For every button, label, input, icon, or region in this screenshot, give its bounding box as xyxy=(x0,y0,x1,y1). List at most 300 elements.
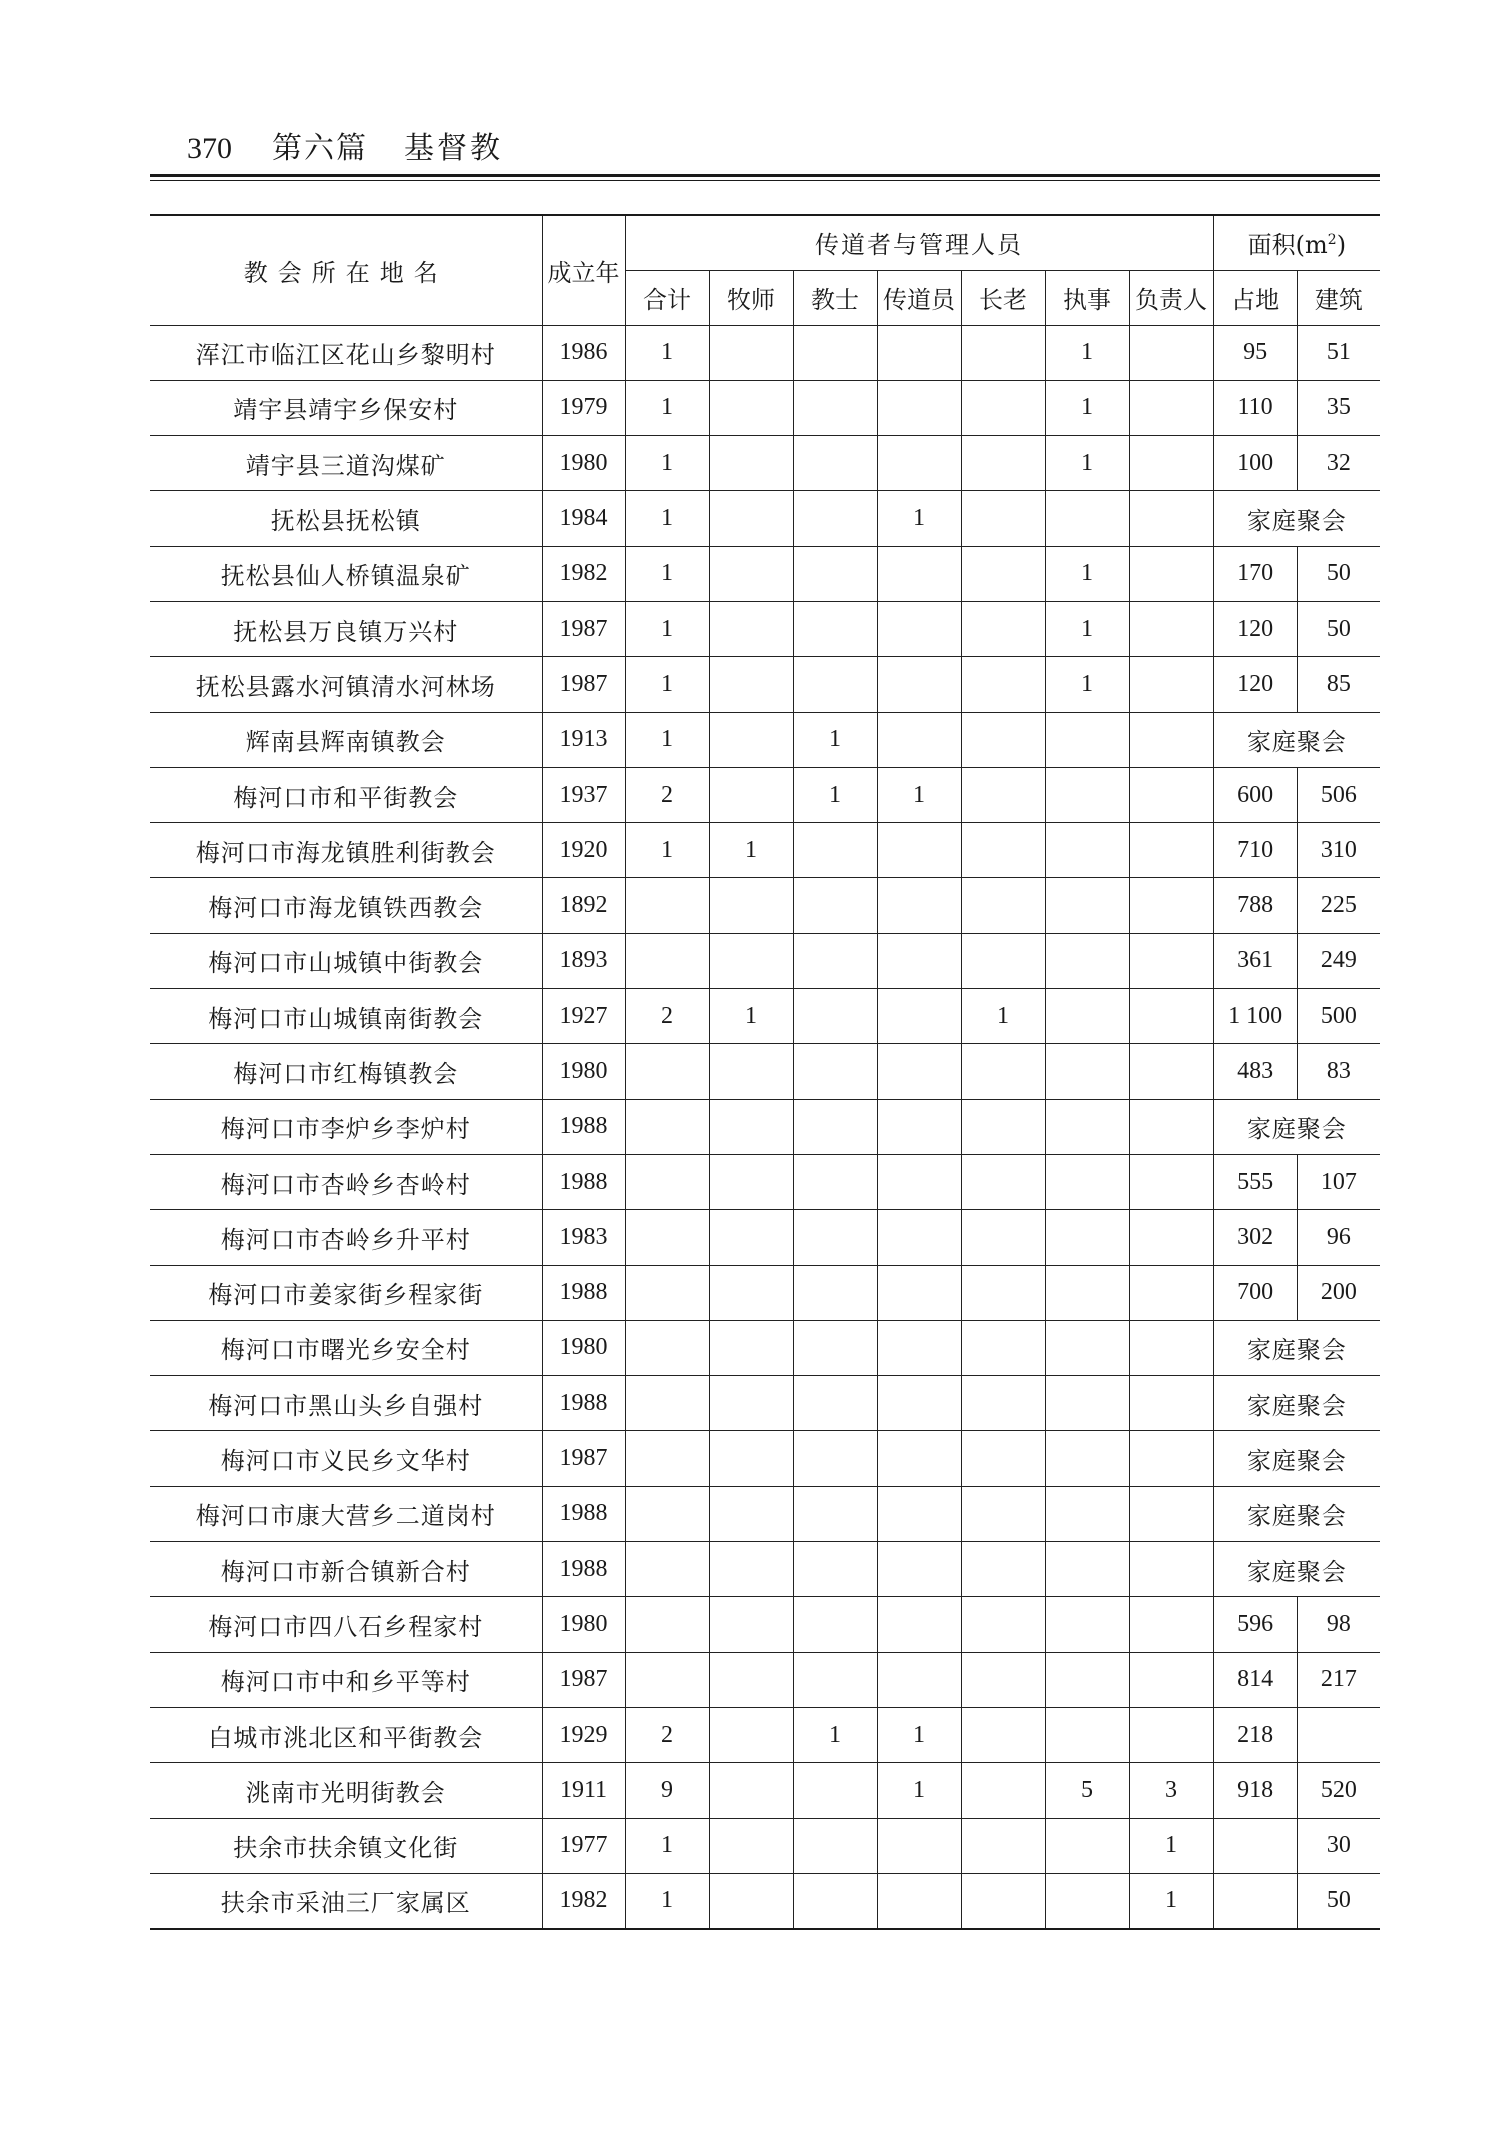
cell-elder xyxy=(961,657,1045,712)
cell-year: 1913 xyxy=(542,712,625,767)
cell-pastor xyxy=(709,1320,793,1375)
cell-evangelist xyxy=(877,712,961,767)
cell-elder xyxy=(961,878,1045,933)
cell-pastor xyxy=(709,1154,793,1209)
cell-leader xyxy=(1129,1154,1213,1209)
cell-location: 梅河口市新合镇新合村 xyxy=(150,1542,542,1597)
cell-year: 1988 xyxy=(542,1376,625,1431)
cell-leader xyxy=(1129,878,1213,933)
cell-pastor xyxy=(709,1099,793,1154)
cell-pastor xyxy=(709,1376,793,1431)
cell-pastor xyxy=(709,1431,793,1486)
cell-elder xyxy=(961,1707,1045,1762)
cell-total xyxy=(625,1376,709,1431)
cell-year: 1937 xyxy=(542,767,625,822)
cell-evangelist xyxy=(877,1873,961,1928)
cell-total: 2 xyxy=(625,989,709,1044)
cell-deacon xyxy=(1045,933,1129,988)
cell-land: 100 xyxy=(1213,436,1297,491)
cell-pastor xyxy=(709,380,793,435)
cell-elder xyxy=(961,1099,1045,1154)
cell-total xyxy=(625,1265,709,1320)
cell-building: 83 xyxy=(1297,1044,1380,1099)
cell-building: 50 xyxy=(1297,546,1380,601)
header-evangelist: 传道员 xyxy=(877,270,961,325)
table-row xyxy=(150,1154,1380,1209)
cell-pastor xyxy=(709,767,793,822)
table-header xyxy=(150,215,1380,325)
cell-building: 85 xyxy=(1297,657,1380,712)
header-location: 教会所在地名 xyxy=(150,215,542,325)
cell-elder xyxy=(961,823,1045,878)
cell-land: 700 xyxy=(1213,1265,1297,1320)
header-year: 成立年 xyxy=(542,215,625,325)
cell-teacher xyxy=(793,491,877,546)
cell-location: 靖宇县靖宇乡保安村 xyxy=(150,380,542,435)
cell-location: 扶余市采油三厂家属区 xyxy=(150,1873,542,1928)
cell-teacher xyxy=(793,1154,877,1209)
cell-teacher xyxy=(793,1210,877,1265)
cell-location: 梅河口市杏岭乡杏岭村 xyxy=(150,1154,542,1209)
cell-leader xyxy=(1129,1431,1213,1486)
cell-deacon xyxy=(1045,1597,1129,1652)
cell-total xyxy=(625,1597,709,1652)
cell-year: 1980 xyxy=(542,436,625,491)
table-row xyxy=(150,1376,1380,1431)
table-row xyxy=(150,1099,1380,1154)
cell-year: 1984 xyxy=(542,491,625,546)
table-row xyxy=(150,767,1380,822)
table-row xyxy=(150,712,1380,767)
cell-elder xyxy=(961,1873,1045,1928)
cell-location: 扶余市扶余镇文化街 xyxy=(150,1818,542,1873)
cell-leader xyxy=(1129,436,1213,491)
cell-evangelist: 1 xyxy=(877,491,961,546)
cell-teacher: 1 xyxy=(793,1707,877,1762)
table-row xyxy=(150,1542,1380,1597)
cell-location: 梅河口市四八石乡程家村 xyxy=(150,1597,542,1652)
cell-evangelist xyxy=(877,1154,961,1209)
cell-total: 1 xyxy=(625,823,709,878)
cell-total: 1 xyxy=(625,1873,709,1928)
cell-leader: 1 xyxy=(1129,1873,1213,1928)
table-row xyxy=(150,325,1380,380)
cell-building: 32 xyxy=(1297,436,1380,491)
cell-elder xyxy=(961,1652,1045,1707)
cell-evangelist xyxy=(877,1210,961,1265)
cell-leader xyxy=(1129,712,1213,767)
cell-land: 110 xyxy=(1213,380,1297,435)
cell-pastor xyxy=(709,1044,793,1099)
cell-evangelist xyxy=(877,933,961,988)
cell-evangelist xyxy=(877,878,961,933)
cell-teacher xyxy=(793,989,877,1044)
cell-area-merged: 家庭聚会 xyxy=(1213,1099,1380,1154)
table-row xyxy=(150,933,1380,988)
cell-evangelist xyxy=(877,1431,961,1486)
cell-location: 浑江市临江区花山乡黎明村 xyxy=(150,325,542,380)
cell-land: 483 xyxy=(1213,1044,1297,1099)
cell-building: 50 xyxy=(1297,1873,1380,1928)
cell-teacher xyxy=(793,1265,877,1320)
cell-elder xyxy=(961,933,1045,988)
cell-pastor xyxy=(709,1818,793,1873)
cell-deacon: 1 xyxy=(1045,380,1129,435)
cell-deacon: 1 xyxy=(1045,546,1129,601)
cell-land: 814 xyxy=(1213,1652,1297,1707)
cell-total: 1 xyxy=(625,436,709,491)
cell-year: 1892 xyxy=(542,878,625,933)
cell-land xyxy=(1213,1818,1297,1873)
cell-pastor xyxy=(709,325,793,380)
cell-location: 梅河口市海龙镇铁西教会 xyxy=(150,878,542,933)
cell-pastor xyxy=(709,601,793,656)
cell-leader xyxy=(1129,546,1213,601)
cell-location: 梅河口市山城镇南街教会 xyxy=(150,989,542,1044)
cell-leader xyxy=(1129,657,1213,712)
header-land: 占地 xyxy=(1213,270,1297,325)
table-row xyxy=(150,1707,1380,1762)
cell-location: 梅河口市康大营乡二道岗村 xyxy=(150,1486,542,1541)
cell-evangelist xyxy=(877,601,961,656)
cell-location: 洮南市光明街教会 xyxy=(150,1763,542,1818)
cell-total: 1 xyxy=(625,380,709,435)
cell-area-merged: 家庭聚会 xyxy=(1213,1431,1380,1486)
cell-deacon xyxy=(1045,1707,1129,1762)
cell-pastor xyxy=(709,546,793,601)
cell-pastor xyxy=(709,1873,793,1928)
cell-location: 抚松县万良镇万兴村 xyxy=(150,601,542,656)
cell-teacher xyxy=(793,1652,877,1707)
cell-evangelist xyxy=(877,325,961,380)
cell-elder xyxy=(961,1763,1045,1818)
cell-building: 30 xyxy=(1297,1818,1380,1873)
cell-leader xyxy=(1129,380,1213,435)
cell-area-merged: 家庭聚会 xyxy=(1213,1376,1380,1431)
header-deacon: 执事 xyxy=(1045,270,1129,325)
cell-location: 梅河口市杏岭乡升平村 xyxy=(150,1210,542,1265)
cell-land: 1 100 xyxy=(1213,989,1297,1044)
cell-year: 1988 xyxy=(542,1099,625,1154)
cell-teacher xyxy=(793,1320,877,1375)
cell-deacon: 1 xyxy=(1045,601,1129,656)
cell-land: 120 xyxy=(1213,657,1297,712)
cell-land: 361 xyxy=(1213,933,1297,988)
table-row xyxy=(150,823,1380,878)
cell-elder xyxy=(961,1154,1045,1209)
cell-deacon xyxy=(1045,1154,1129,1209)
cell-location: 梅河口市黑山头乡自强村 xyxy=(150,1376,542,1431)
cell-land: 710 xyxy=(1213,823,1297,878)
table-row xyxy=(150,1763,1380,1818)
cell-location: 梅河口市和平街教会 xyxy=(150,767,542,822)
cell-teacher xyxy=(793,1873,877,1928)
cell-land: 170 xyxy=(1213,546,1297,601)
cell-land: 120 xyxy=(1213,601,1297,656)
table-row xyxy=(150,657,1380,712)
cell-pastor xyxy=(709,1707,793,1762)
cell-teacher xyxy=(793,823,877,878)
cell-elder: 1 xyxy=(961,989,1045,1044)
cell-year: 1980 xyxy=(542,1597,625,1652)
cell-evangelist xyxy=(877,1818,961,1873)
table-row xyxy=(150,1818,1380,1873)
cell-evangelist xyxy=(877,436,961,491)
cell-pastor xyxy=(709,436,793,491)
cell-total: 1 xyxy=(625,1818,709,1873)
cell-land: 788 xyxy=(1213,878,1297,933)
header-total: 合计 xyxy=(625,270,709,325)
cell-teacher xyxy=(793,436,877,491)
cell-location: 梅河口市山城镇中街教会 xyxy=(150,933,542,988)
cell-evangelist xyxy=(877,1265,961,1320)
cell-total xyxy=(625,1486,709,1541)
cell-elder xyxy=(961,1044,1045,1099)
cell-total xyxy=(625,1431,709,1486)
cell-year: 1911 xyxy=(542,1763,625,1818)
cell-teacher xyxy=(793,1431,877,1486)
cell-leader xyxy=(1129,1265,1213,1320)
cell-teacher xyxy=(793,1486,877,1541)
cell-teacher xyxy=(793,1597,877,1652)
cell-land: 918 xyxy=(1213,1763,1297,1818)
cell-year: 1988 xyxy=(542,1265,625,1320)
cell-location: 梅河口市李炉乡李炉村 xyxy=(150,1099,542,1154)
cell-total: 1 xyxy=(625,546,709,601)
cell-pastor: 1 xyxy=(709,989,793,1044)
cell-land: 95 xyxy=(1213,325,1297,380)
cell-deacon xyxy=(1045,1044,1129,1099)
cell-teacher xyxy=(793,657,877,712)
cell-evangelist xyxy=(877,1542,961,1597)
cell-teacher xyxy=(793,601,877,656)
cell-leader xyxy=(1129,933,1213,988)
cell-total xyxy=(625,1154,709,1209)
church-table xyxy=(150,214,1380,1930)
cell-evangelist: 1 xyxy=(877,767,961,822)
header-area-sup: 2 xyxy=(1327,232,1337,249)
cell-teacher xyxy=(793,933,877,988)
cell-building: 51 xyxy=(1297,325,1380,380)
table-row xyxy=(150,601,1380,656)
cell-land: 596 xyxy=(1213,1597,1297,1652)
cell-leader xyxy=(1129,1486,1213,1541)
cell-elder xyxy=(961,1486,1045,1541)
cell-year: 1929 xyxy=(542,1707,625,1762)
cell-pastor xyxy=(709,1265,793,1320)
table-row xyxy=(150,436,1380,491)
cell-deacon xyxy=(1045,989,1129,1044)
cell-year: 1893 xyxy=(542,933,625,988)
cell-total xyxy=(625,1099,709,1154)
cell-year: 1927 xyxy=(542,989,625,1044)
cell-leader xyxy=(1129,989,1213,1044)
header-leader: 负责人 xyxy=(1129,270,1213,325)
cell-leader xyxy=(1129,1542,1213,1597)
cell-leader xyxy=(1129,1376,1213,1431)
cell-year: 1988 xyxy=(542,1486,625,1541)
cell-location: 靖宇县三道沟煤矿 xyxy=(150,436,542,491)
cell-teacher xyxy=(793,1763,877,1818)
cell-evangelist xyxy=(877,657,961,712)
cell-leader: 1 xyxy=(1129,1818,1213,1873)
cell-pastor xyxy=(709,1486,793,1541)
cell-year: 1987 xyxy=(542,1431,625,1486)
header-area-label: 面积(m xyxy=(1247,231,1328,260)
header-rule-thick xyxy=(150,174,1380,177)
cell-deacon: 1 xyxy=(1045,436,1129,491)
cell-elder xyxy=(961,1320,1045,1375)
cell-deacon xyxy=(1045,1652,1129,1707)
cell-deacon xyxy=(1045,491,1129,546)
cell-teacher xyxy=(793,1818,877,1873)
cell-total: 9 xyxy=(625,1763,709,1818)
cell-building: 200 xyxy=(1297,1265,1380,1320)
cell-elder xyxy=(961,1431,1045,1486)
cell-evangelist xyxy=(877,380,961,435)
cell-building: 506 xyxy=(1297,767,1380,822)
cell-deacon xyxy=(1045,1873,1129,1928)
table-row xyxy=(150,546,1380,601)
cell-elder xyxy=(961,325,1045,380)
table-row xyxy=(150,878,1380,933)
table-row xyxy=(150,1431,1380,1486)
cell-leader: 3 xyxy=(1129,1763,1213,1818)
cell-area-merged: 家庭聚会 xyxy=(1213,1486,1380,1541)
header-area-close: ) xyxy=(1336,231,1347,260)
cell-leader xyxy=(1129,823,1213,878)
cell-elder xyxy=(961,601,1045,656)
cell-total: 1 xyxy=(625,491,709,546)
cell-deacon xyxy=(1045,878,1129,933)
cell-total xyxy=(625,1542,709,1597)
cell-evangelist xyxy=(877,989,961,1044)
page-number: 370 xyxy=(187,132,232,165)
header-elder: 长老 xyxy=(961,270,1045,325)
cell-building: 520 xyxy=(1297,1763,1380,1818)
cell-evangelist xyxy=(877,1486,961,1541)
cell-year: 1988 xyxy=(542,1542,625,1597)
cell-deacon xyxy=(1045,1542,1129,1597)
cell-deacon xyxy=(1045,1320,1129,1375)
cell-total xyxy=(625,878,709,933)
cell-year: 1982 xyxy=(542,1873,625,1928)
cell-elder xyxy=(961,767,1045,822)
cell-location: 白城市洮北区和平街教会 xyxy=(150,1707,542,1762)
table-row xyxy=(150,1652,1380,1707)
cell-pastor xyxy=(709,491,793,546)
section-title: 第六篇 xyxy=(272,131,368,166)
table-row xyxy=(150,1597,1380,1652)
cell-year: 1988 xyxy=(542,1154,625,1209)
cell-leader xyxy=(1129,1044,1213,1099)
cell-pastor xyxy=(709,878,793,933)
cell-leader xyxy=(1129,491,1213,546)
cell-elder xyxy=(961,380,1045,435)
cell-teacher xyxy=(793,325,877,380)
cell-elder xyxy=(961,546,1045,601)
cell-area-merged: 家庭聚会 xyxy=(1213,1320,1380,1375)
cell-evangelist xyxy=(877,1376,961,1431)
cell-building xyxy=(1297,1707,1380,1762)
cell-evangelist: 1 xyxy=(877,1763,961,1818)
cell-evangelist xyxy=(877,1652,961,1707)
cell-elder xyxy=(961,491,1045,546)
table-row xyxy=(150,1486,1380,1541)
cell-pastor xyxy=(709,1210,793,1265)
cell-pastor: 1 xyxy=(709,823,793,878)
cell-elder xyxy=(961,1542,1045,1597)
cell-year: 1983 xyxy=(542,1210,625,1265)
cell-evangelist: 1 xyxy=(877,1707,961,1762)
cell-teacher: 1 xyxy=(793,712,877,767)
cell-teacher xyxy=(793,878,877,933)
table-row xyxy=(150,380,1380,435)
cell-leader xyxy=(1129,325,1213,380)
cell-area-merged: 家庭聚会 xyxy=(1213,1542,1380,1597)
cell-evangelist xyxy=(877,1320,961,1375)
table-row xyxy=(150,1265,1380,1320)
cell-location: 抚松县仙人桥镇温泉矿 xyxy=(150,546,542,601)
cell-pastor xyxy=(709,1763,793,1818)
cell-total xyxy=(625,1210,709,1265)
cell-pastor xyxy=(709,933,793,988)
cell-leader xyxy=(1129,767,1213,822)
cell-total: 1 xyxy=(625,325,709,380)
cell-building: 225 xyxy=(1297,878,1380,933)
cell-deacon xyxy=(1045,1431,1129,1486)
cell-building: 500 xyxy=(1297,989,1380,1044)
cell-total xyxy=(625,1044,709,1099)
header-area-group xyxy=(1213,215,1380,270)
cell-elder xyxy=(961,1265,1045,1320)
cell-location: 梅河口市义民乡文华村 xyxy=(150,1431,542,1486)
cell-year: 1986 xyxy=(542,325,625,380)
cell-year: 1982 xyxy=(542,546,625,601)
cell-evangelist xyxy=(877,823,961,878)
cell-leader xyxy=(1129,1099,1213,1154)
cell-total: 2 xyxy=(625,767,709,822)
table-body xyxy=(150,325,1380,1929)
header-pastor: 牧师 xyxy=(709,270,793,325)
cell-year: 1987 xyxy=(542,1652,625,1707)
cell-year: 1977 xyxy=(542,1818,625,1873)
cell-location: 梅河口市姜家街乡程家街 xyxy=(150,1265,542,1320)
cell-deacon: 1 xyxy=(1045,325,1129,380)
cell-land xyxy=(1213,1873,1297,1928)
cell-building: 249 xyxy=(1297,933,1380,988)
cell-total: 1 xyxy=(625,657,709,712)
cell-pastor xyxy=(709,657,793,712)
table-row xyxy=(150,491,1380,546)
cell-elder xyxy=(961,436,1045,491)
cell-evangelist xyxy=(877,1044,961,1099)
cell-deacon xyxy=(1045,1210,1129,1265)
cell-deacon xyxy=(1045,712,1129,767)
cell-deacon xyxy=(1045,1486,1129,1541)
cell-leader xyxy=(1129,1652,1213,1707)
table-row xyxy=(150,1873,1380,1928)
cell-teacher xyxy=(793,1542,877,1597)
cell-year: 1987 xyxy=(542,601,625,656)
cell-pastor xyxy=(709,1597,793,1652)
cell-total xyxy=(625,933,709,988)
cell-area-merged: 家庭聚会 xyxy=(1213,712,1380,767)
cell-elder xyxy=(961,1210,1045,1265)
cell-teacher xyxy=(793,380,877,435)
cell-building: 98 xyxy=(1297,1597,1380,1652)
cell-location: 抚松县露水河镇清水河林场 xyxy=(150,657,542,712)
